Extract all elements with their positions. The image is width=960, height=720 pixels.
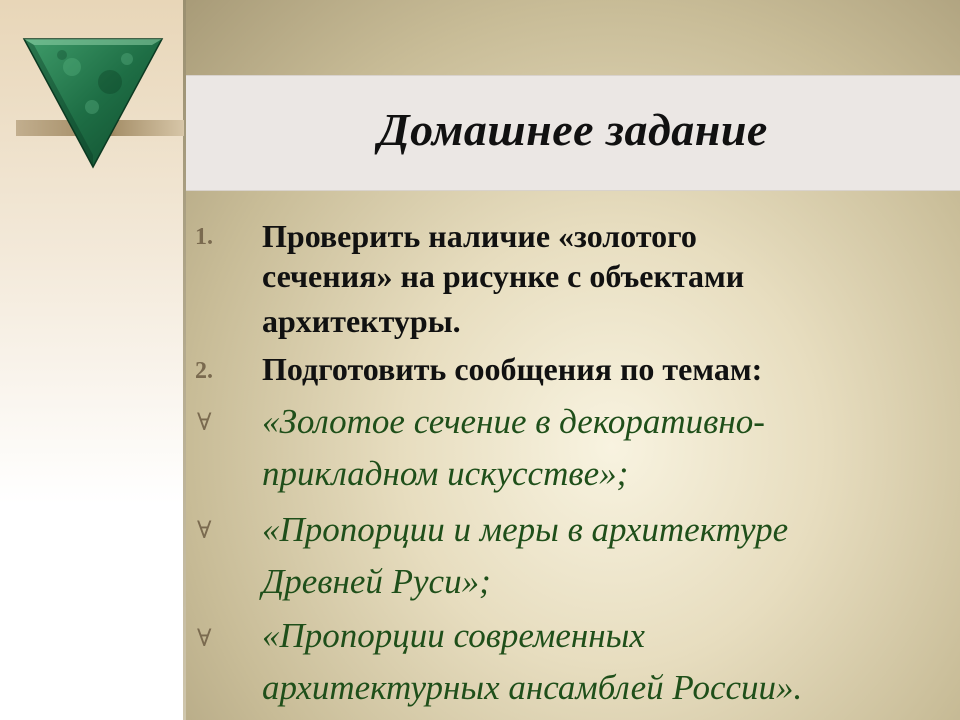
check-triangle-icon: ∀: [197, 410, 212, 436]
topic-item-3: «Пропорции современных: [262, 616, 645, 655]
list-number: 2.: [195, 358, 213, 384]
list-number: 1.: [195, 224, 213, 250]
list-item-text: Проверить наличие «золотого: [262, 218, 697, 254]
check-triangle-icon: ∀: [197, 518, 212, 544]
topic-item-3-cont: архитектурных ансамблей России».: [262, 668, 803, 707]
list-item-text: сечения» на рисунке с объектами: [262, 258, 745, 294]
list-item-text: архитектуры.: [262, 303, 461, 339]
list-item-1-cont: [262, 298, 902, 344]
list-item-1-cont: [262, 253, 902, 299]
topic-item-1: «Золотое сечение в декоративно-: [262, 402, 765, 441]
list-item-2: [262, 346, 902, 392]
topic-item-2: «Пропорции и меры в архитектуре: [262, 510, 789, 549]
topic-item-1-cont: прикладном искусстве»;: [262, 454, 629, 493]
slide-title: Домашнее задание: [378, 104, 768, 155]
check-triangle-icon: ∀: [197, 626, 212, 652]
list-item-text: Подготовить сообщения по темам:: [262, 351, 763, 387]
topic-item-2-cont: Древней Руси»;: [262, 562, 491, 601]
